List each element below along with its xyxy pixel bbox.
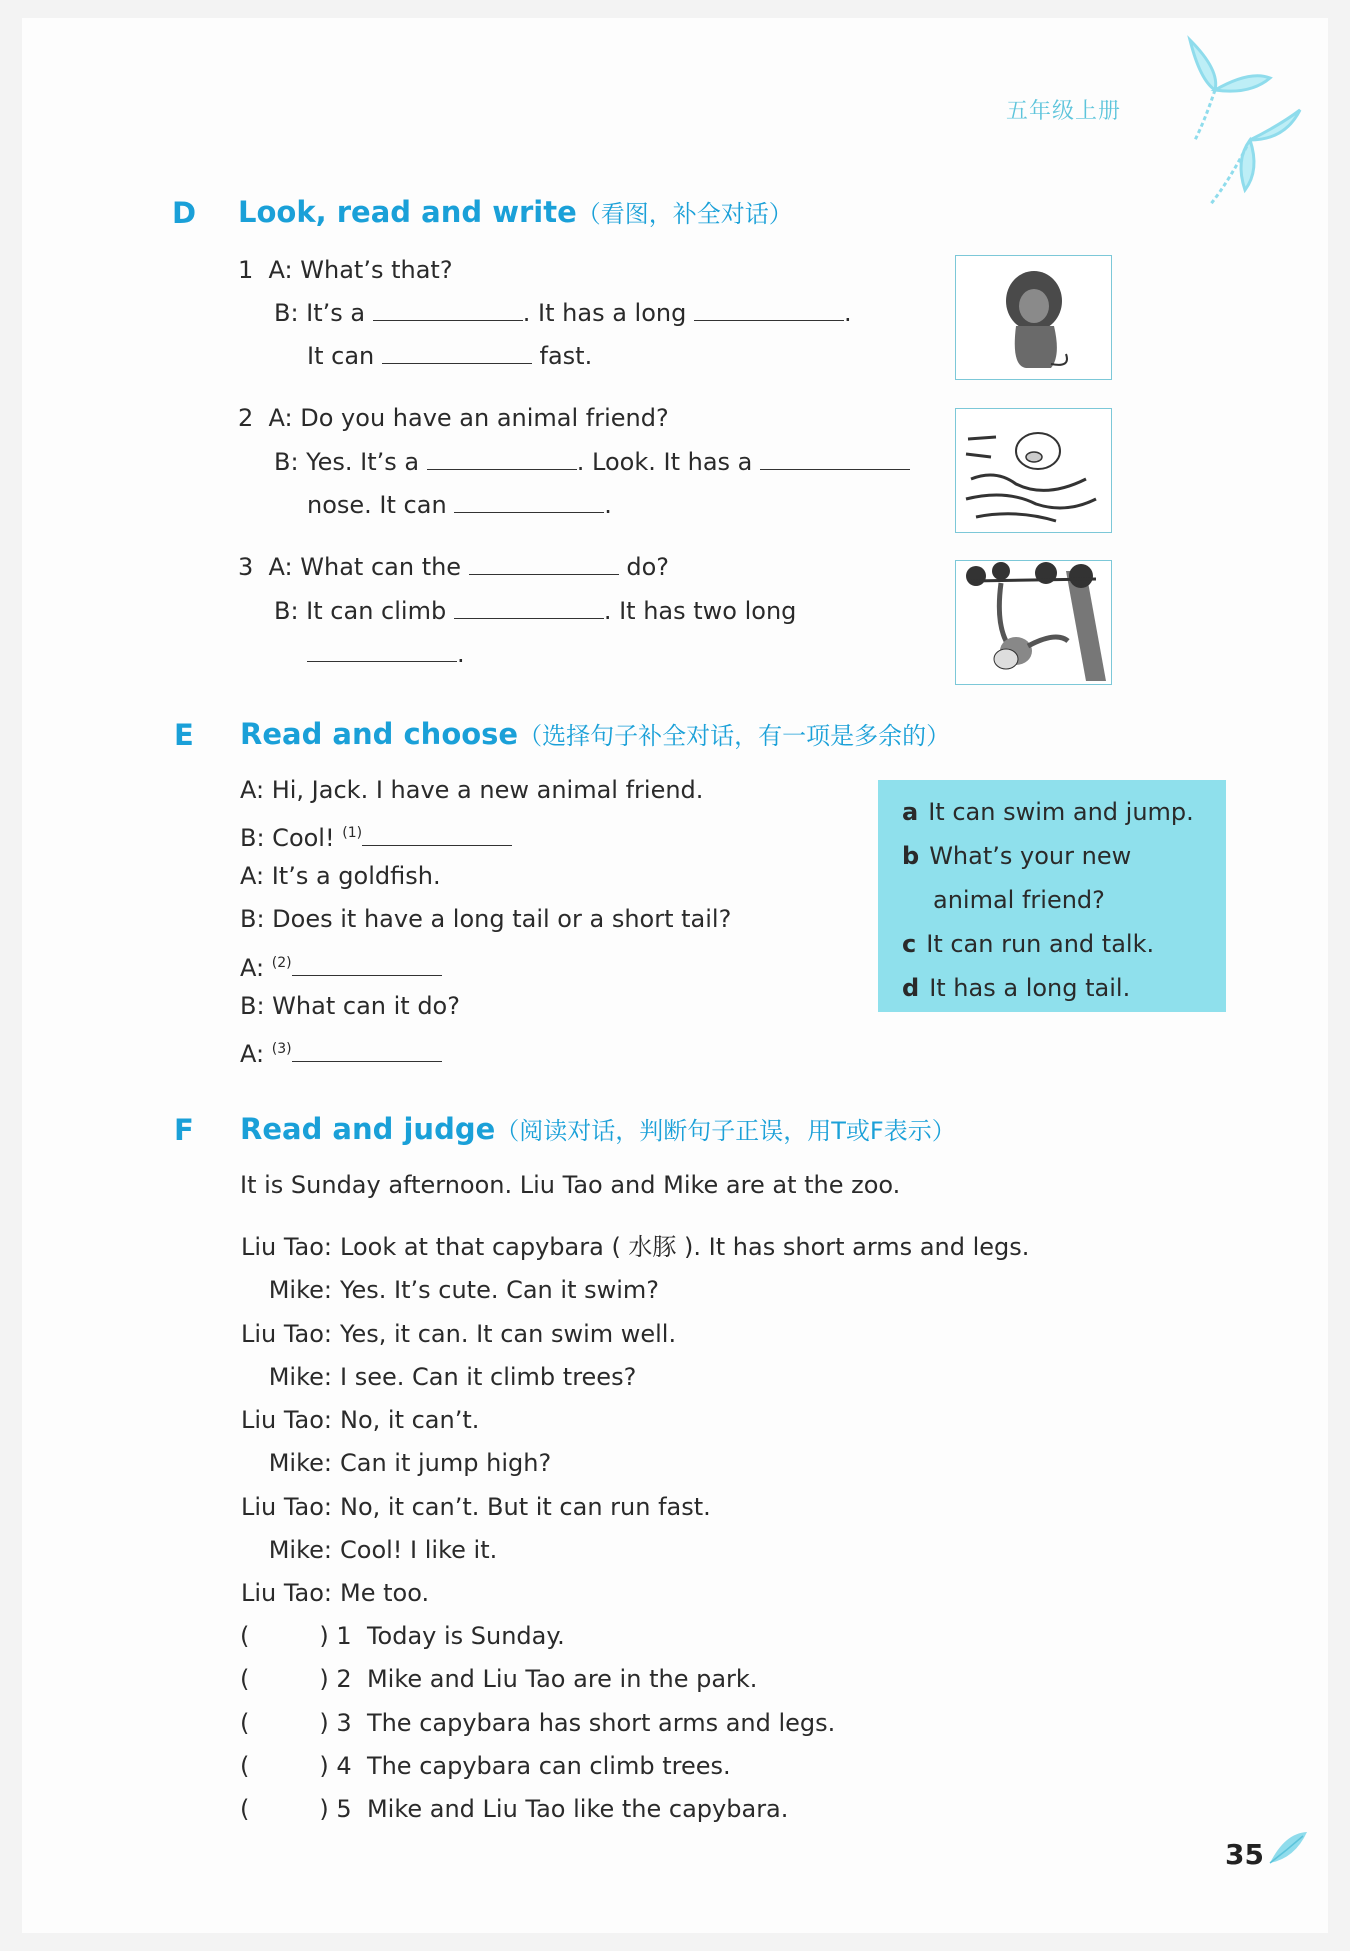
d-q1-line-a [238,255,453,285]
lion-picture [955,255,1112,380]
d-q1-b2: . It has a long [522,299,687,327]
section-e-title-cn: （选择句子补全对话，有一项是多余的） [518,722,951,750]
choice-key: b [902,842,920,870]
e-line-1: A: Hi, Jack. I have a new animal friend. [240,776,704,804]
answer-bracket-open[interactable]: ( [240,1708,250,1737]
answer-blank[interactable] [760,449,910,470]
d-q2-line-a [238,403,669,433]
section-e-title [240,716,950,751]
dialog [232,1226,1029,1616]
speaker: Mike: [268,1362,332,1391]
monkey-picture [955,560,1112,685]
d-q1-a: A: What’s that? [268,256,453,284]
judge-item [240,1658,835,1701]
answer-bracket-close: ) [319,1665,329,1694]
d-q2-b2: . Look. It has a [576,448,753,476]
answer-bracket-close: ) [319,1622,329,1650]
d-q1-b3: . [843,299,852,327]
speaker: Mike: [268,1449,332,1478]
d-q1-line-b [274,298,852,328]
dialog-text: No, it can’t. But it can run fast. [340,1492,711,1521]
choice-b-cont: animal friend? [933,886,1105,914]
d-q3-a1: A: What can the [268,553,462,581]
answer-bracket-close: ) [319,1795,329,1824]
e-line-3: A: It’s a goldfish. [240,862,441,890]
dialog-text: Yes, it can. It can swim well. [340,1319,677,1348]
d-q2-num: 2 [238,404,254,432]
answer-blank[interactable] [373,300,523,321]
judge-item [240,1615,835,1658]
d-q1-c1: It can [307,342,375,370]
dialog-text: Can it jump high? [340,1449,552,1478]
dragonfly-icon [1150,30,1310,220]
choice-key: d [902,974,920,1002]
d-q3-line-a [238,552,669,582]
judge-num: 5 [336,1795,352,1824]
d-q3-b1: B: It can climb [274,597,447,625]
section-d-title-en: Look, read and write [238,195,577,229]
judge-text: The capybara can climb trees. [366,1751,731,1780]
d-q3-c2: . [457,640,465,668]
answer-blank[interactable] [427,449,577,470]
answer-bracket-open[interactable]: ( [240,1665,250,1694]
d-q2-c2: . [604,491,612,519]
judge-num: 1 [336,1622,352,1650]
e-line-6: B: What can it do? [240,992,460,1020]
dialog-line [232,1572,1029,1615]
answer-blank[interactable] [469,554,619,575]
dialog-line [232,1356,1029,1399]
answer-bracket-open[interactable]: ( [240,1795,250,1824]
d-q2-line-b [274,447,910,477]
choice-a[interactable] [902,790,1226,834]
answer-blank[interactable] [382,343,532,364]
d-q3-line-c [307,639,465,669]
choice-c[interactable] [902,922,1226,966]
speaker: Liu Tao: [240,1579,332,1608]
speaker: Mike: [268,1276,332,1305]
section-d-title [238,194,793,229]
dialog-text: Yes. It’s cute. Can it swim? [340,1276,660,1305]
choice-d[interactable] [902,966,1226,1010]
choice-key: a [902,798,919,826]
judge-item [240,1745,835,1788]
section-e-letter: E [174,718,194,752]
judge-item [240,1702,835,1745]
answer-blank[interactable] [292,1041,442,1062]
section-f-title-en: Read and judge [240,1112,496,1146]
section-d-title-cn: （看图，补全对话） [576,200,793,228]
answer-bracket-close: ) [319,1751,329,1780]
d-q3-b2: . It has two long [603,597,797,625]
d-q1-num: 1 [238,256,254,284]
choice-text: It can swim and jump. [928,798,1194,826]
judge-text: Mike and Liu Tao are in the park. [366,1665,758,1694]
choice-text: What’s your new [929,842,1132,870]
d-q2-line-c [307,490,612,520]
answer-bracket-open[interactable]: ( [240,1751,250,1780]
speaker: Liu Tao: [240,1492,332,1521]
f-intro: It is Sunday afternoon. Liu Tao and Mike are at the zoo. [240,1171,901,1199]
section-d-letter: D [172,196,197,230]
judge-text: Mike and Liu Tao like the capybara. [366,1795,789,1824]
judge-num: 2 [336,1665,352,1694]
e-line-2 [240,818,512,853]
answer-blank[interactable] [694,300,844,321]
judge-item [240,1788,835,1831]
e-line-7-text: A: [240,1040,265,1068]
e-line-5-text: A: [240,954,265,982]
answer-bracket-open[interactable]: ( [240,1622,250,1650]
grade-label: 五年级上册 [1006,99,1122,124]
answer-blank[interactable] [454,492,604,513]
e-line-7 [240,1034,442,1069]
pig-picture [955,408,1112,533]
dialog-line [232,1529,1029,1572]
blank-number: (3) [271,1041,292,1057]
blank-number: (2) [271,955,292,971]
section-f-letter: F [174,1113,194,1147]
answer-blank[interactable] [307,641,457,662]
speaker: Liu Tao: [240,1233,332,1261]
dialog-line [232,1399,1029,1442]
choice-key: c [902,930,917,958]
section-e-title-en: Read and choose [240,717,519,751]
dialog-line [232,1486,1029,1529]
dialog-text: Cool! I like it. [340,1536,498,1565]
section-f-title-cn: （阅读对话，判断句子正误，用T或F表示） [495,1117,956,1145]
lion-icon [956,256,1111,379]
d-q1-line-c [307,341,592,371]
judge-num: 4 [336,1751,352,1780]
d-q1-b1: B: It’s a [274,299,366,327]
d-q2-c1: nose. It can [307,491,447,519]
choice-text: It can run and talk. [926,930,1155,958]
judge-text: The capybara has short arms and legs. [366,1708,836,1737]
judge-list [240,1615,835,1831]
dialog-line [232,1313,1029,1356]
answer-blank[interactable] [362,825,512,846]
d-q3-num: 3 [238,553,254,581]
blank-number: (1) [342,825,363,841]
dialog-text: Me too. [340,1579,430,1608]
dialog-text: No, it can’t. [340,1406,480,1435]
answer-blank[interactable] [454,598,604,619]
page-number: 35 [1225,1838,1264,1871]
d-q1-c2: fast. [539,342,593,370]
dialog-text: I see. Can it climb trees? [340,1362,637,1391]
e-line-2-text: B: Cool! [240,824,335,852]
dialog-line [232,1442,1029,1485]
answer-blank[interactable] [292,955,442,976]
monkey-icon [956,561,1111,684]
d-q3-a2: do? [626,553,670,581]
dialog-text: Look at that capybara ( 水豚 ). It has short arms and legs. [340,1233,1030,1261]
e-line-5 [240,948,442,983]
speaker: Liu Tao: [240,1319,332,1348]
d-q3-line-b [274,596,796,626]
d-q2-b1: B: Yes. It’s a [274,448,420,476]
choice-box [878,780,1226,1012]
speaker: Mike: [268,1536,332,1565]
choice-text: It has a long tail. [929,974,1131,1002]
answer-bracket-close: ) [319,1708,329,1737]
pig-icon [956,409,1111,532]
choice-b[interactable] [902,834,1226,878]
dialog-line [232,1226,1029,1269]
d-q2-a: A: Do you have an animal friend? [268,404,669,432]
dialog-line [232,1269,1029,1312]
e-line-4: B: Does it have a long tail or a short tail? [240,905,732,933]
section-f-title [240,1111,956,1146]
judge-num: 3 [336,1708,352,1737]
judge-text: Today is Sunday. [366,1622,565,1650]
leaf-icon [1265,1828,1310,1868]
speaker: Liu Tao: [240,1406,332,1435]
